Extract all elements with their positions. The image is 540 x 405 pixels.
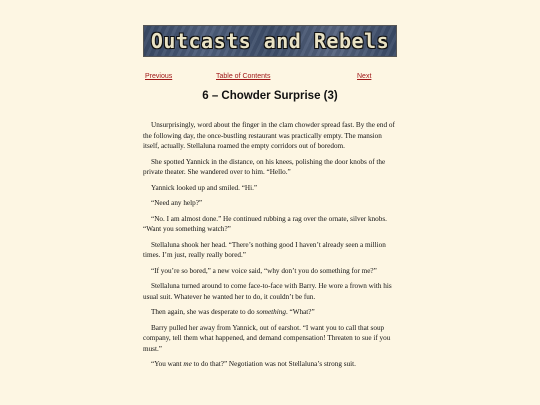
story-paragraph: “If you’re so bored,” a new voice said, “why don’t you do something for me?”	[151, 266, 377, 275]
emphasized-text: me	[183, 360, 192, 368]
story-paragraph: “Need any help?”	[151, 199, 203, 207]
paragraph-text: Then again, she was desperate to do	[151, 308, 257, 316]
story-paragraph: Unsurprisingly, word about the finger in the clam chowder spread fast. By the end of the following day, the once-bustling restaurant was practically empty. The mansion itself, actually. Stellaluna roamed the empty corridors out of boredom.	[143, 121, 395, 150]
paragraph-text: . “What?”	[285, 308, 315, 316]
story-paragraph: Barry pulled her away from Yannick, out of earshot. “I want you to call that soup company, tell them what happened, and demand compensation! Threaten to sue if you must.”	[143, 323, 391, 353]
chapter-nav	[143, 73, 397, 83]
emphasized-text: something	[256, 308, 286, 316]
paragraph-text: to do that?” Negotiation was not Stellaluna’s strong suit.	[191, 360, 356, 368]
story-paragraph: Stellaluna shook her head. “There’s nothing good I haven’t already seen a million times. I’m just, really really bored.”	[143, 240, 386, 259]
table-of-contents-link[interactable]: Table of Contents	[216, 73, 271, 80]
story-body	[143, 120, 397, 375]
site-banner-title: Outcasts and Rebels	[150, 29, 390, 53]
paragraph-text: “You want	[151, 360, 184, 368]
story-paragraph: She spotted Yannick in the distance, on his knees, polishing the door knobs of the private theater. She wandered over to him. “Hello.”	[143, 157, 386, 176]
chapter-title: 6 – Chowder Surprise (3)	[202, 90, 338, 102]
story-paragraph: Yannick looked up and smiled. “Hi.”	[151, 183, 258, 192]
previous-link[interactable]: Previous	[145, 73, 173, 80]
story-paragraph	[143, 359, 397, 370]
story-paragraph: Stellaluna turned around to come face-to-face with Barry. He wore a frown with his usual suit. Whatever he wanted her to do, it couldn’t be fun.	[143, 282, 392, 301]
story-paragraph	[143, 307, 397, 318]
story-paragraph: “No. I am almost done.” He continued rubbing a rag over the ornate, silver knobs. “Want you something watch?”	[143, 214, 387, 233]
site-banner[interactable]	[143, 25, 397, 57]
next-link[interactable]: Next	[357, 73, 372, 80]
